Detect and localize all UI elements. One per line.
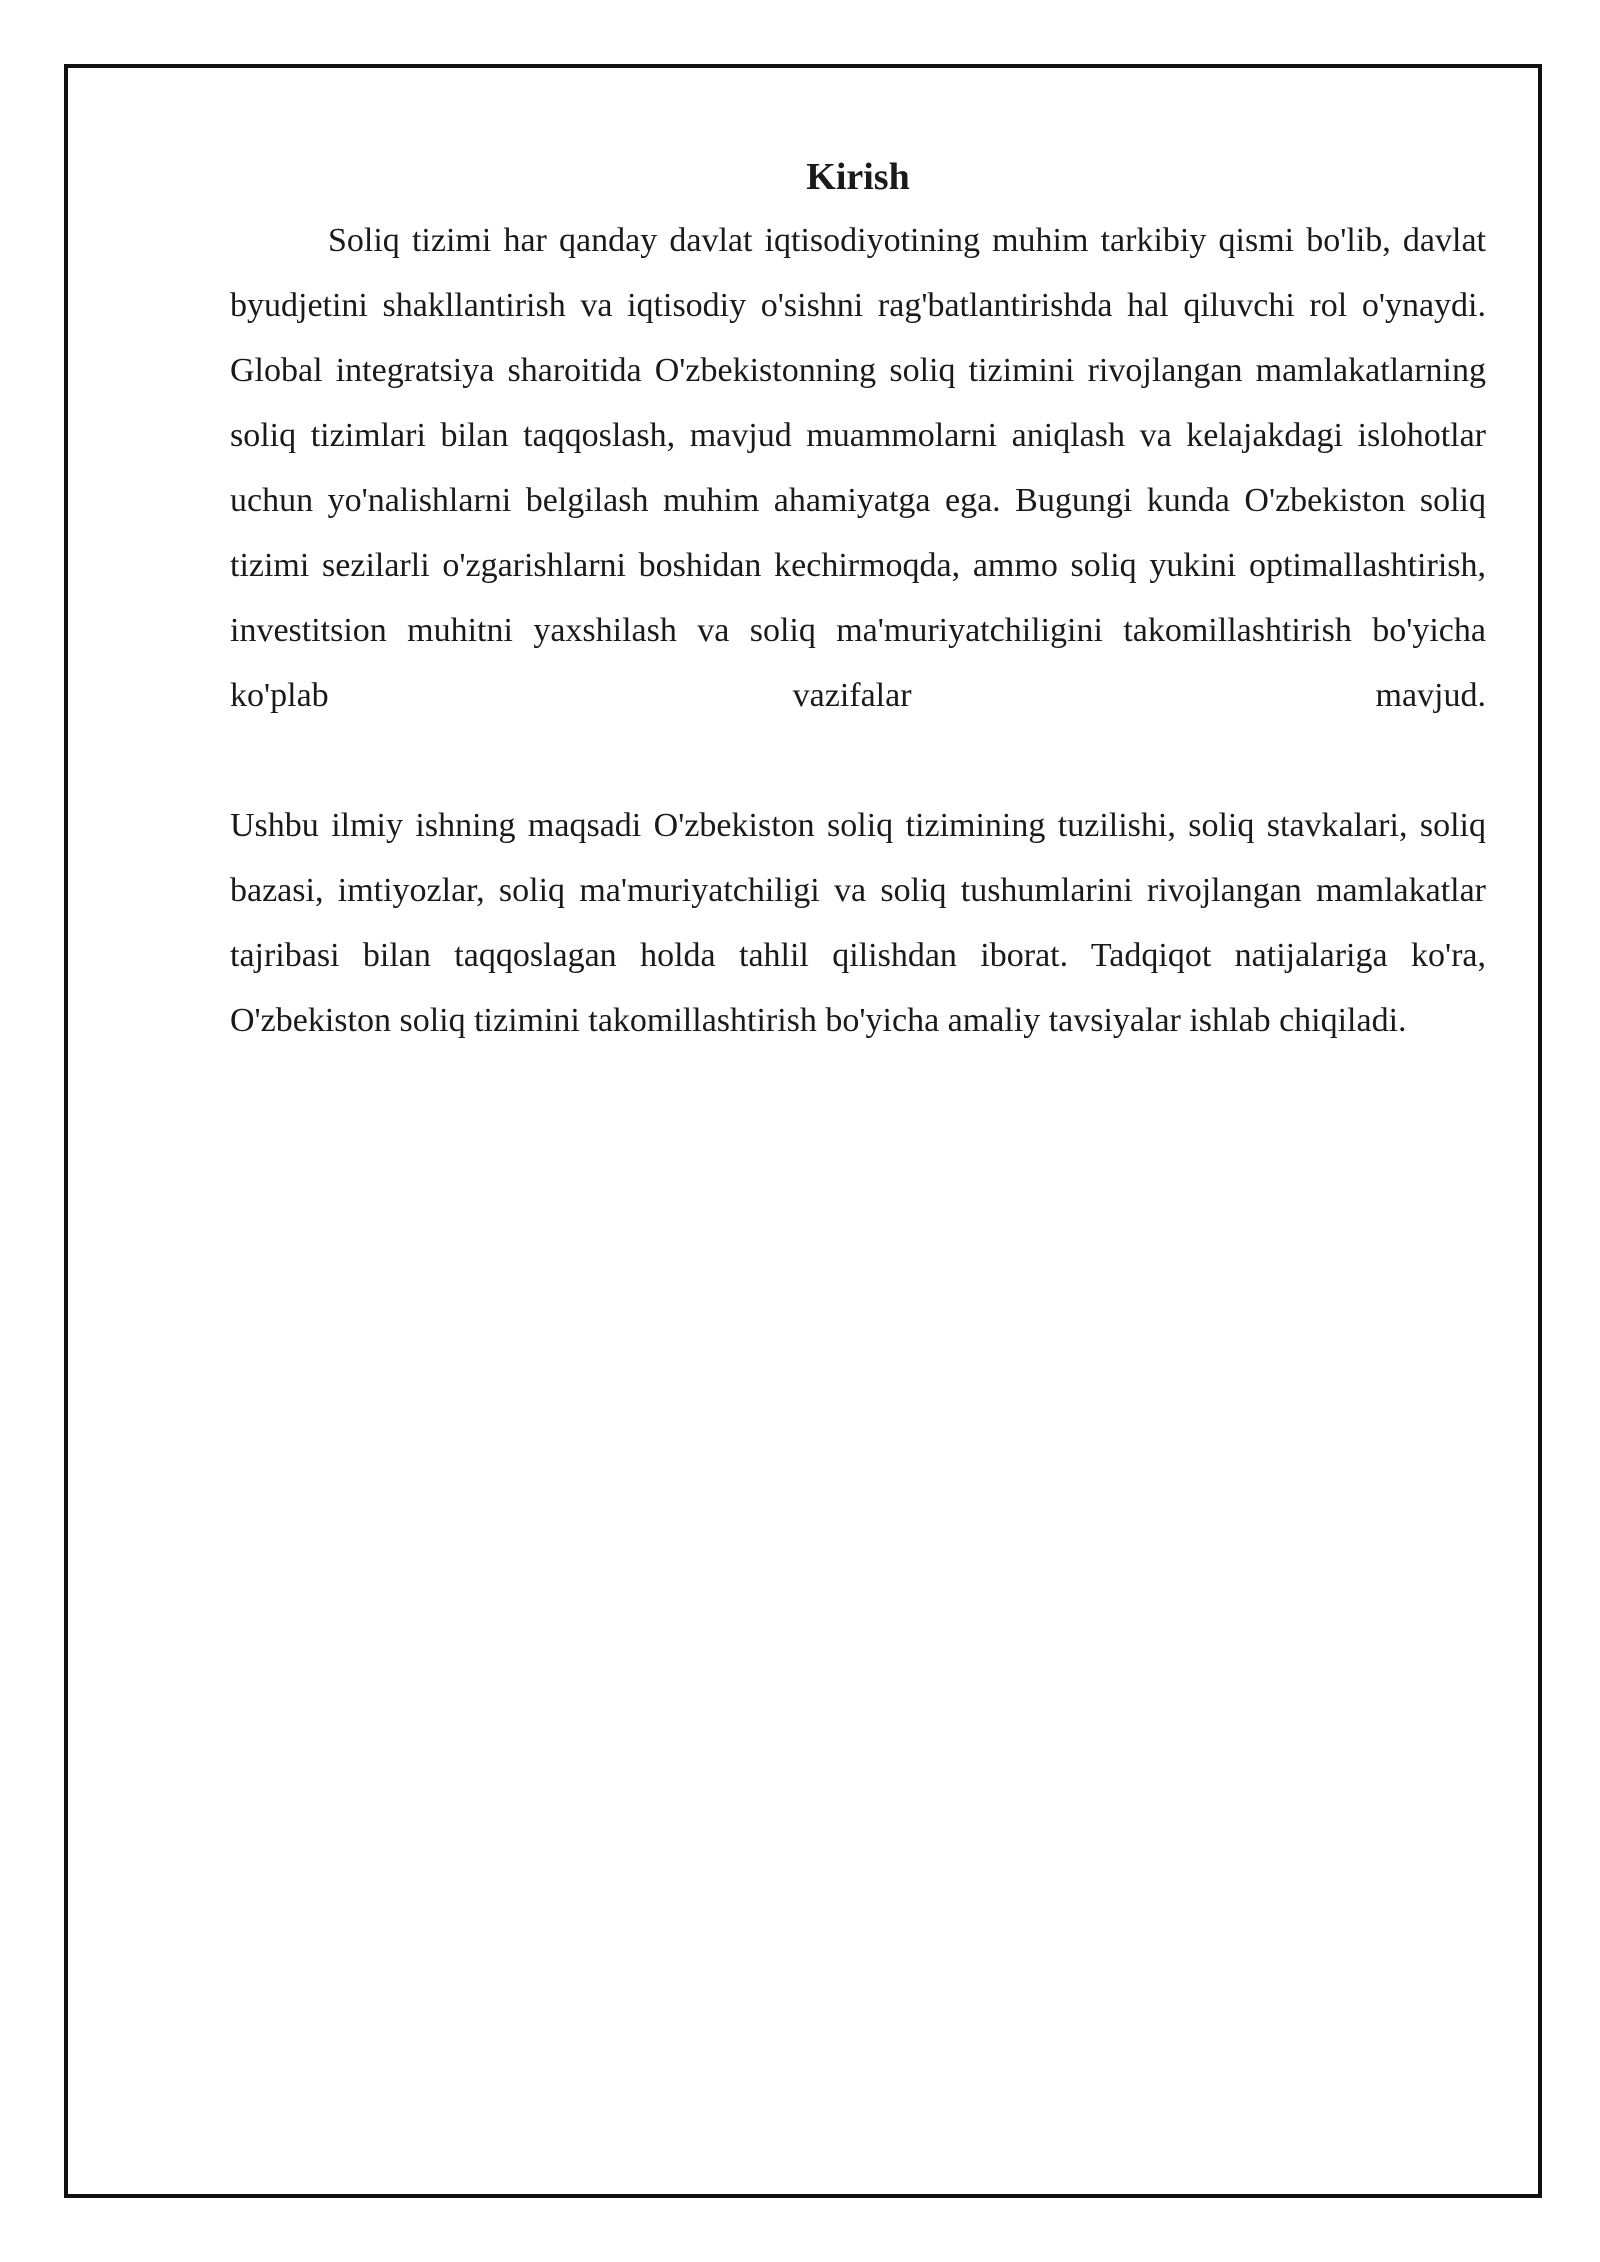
paragraph-spacer bbox=[230, 728, 1486, 793]
document-title: Kirish bbox=[806, 156, 910, 198]
document-body bbox=[230, 146, 1486, 1053]
paragraph-objective: Ushbu ilmiy ishning maqsadi O'zbekiston soliq tizimining tuzilishi, soliq stavkalari, soliq bazasi, imtiyozlar, soliq ma'muriyatchiligi va soliq tushumlarini rivojlangan mamlakatlar tajribasi bilan taqqoslagan holda tahlil qilishdan iborat. Tadqiqot natijalariga ko'ra, O'zbekiston soliq tizimini takomillashtirish bo'yicha amaliy tavsiyalar ishlab chiqiladi. bbox=[230, 807, 1486, 1039]
paragraph-introduction: Soliq tizimi har qanday davlat iqtisodiyotining muhim tarkibiy qismi bo'lib, davlat byudjetini shakllantirish va iqtisodiy o'sishni rag'batlantirishda hal qiluvchi rol o'ynaydi. Global integratsiya sharoitida O'zbekistonning soliq tizimini rivojlangan mamlakatlarning soliq tizimlari bilan taqqoslash, mavjud muammolarni aniqlash va kelajakdagi islohotlar uchun yo'nalishlarni belgilash muhim ahamiyatga ega. Bugungi kunda O'zbekiston soliq tizimi sezilarli o'zgarishlarni boshidan kechirmoqda, ammo soliq yukini optimallashtirish, investitsion muhitni yaxshilash va soliq ma'muriyatchiligini takomillashtirish bo'yicha ko'plab vazifalar mavjud. bbox=[230, 222, 1486, 714]
